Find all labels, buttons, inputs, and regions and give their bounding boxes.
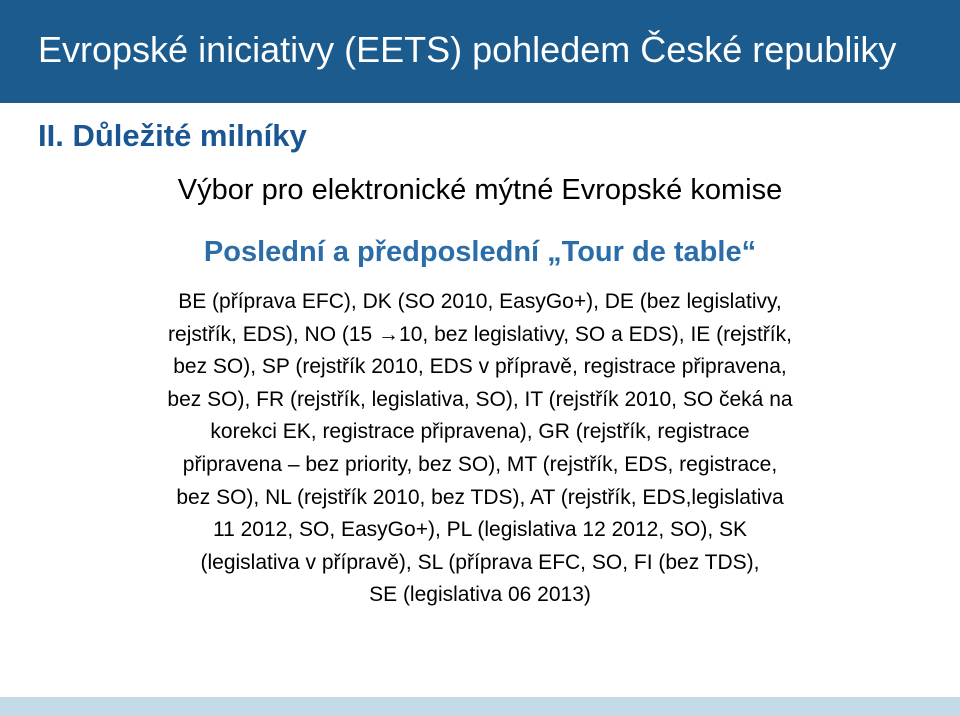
section-heading: II. Důležité milníky bbox=[38, 118, 307, 153]
body-line: BE (příprava EFC), DK (SO 2010, EasyGo+), DE (bez legislativy, bbox=[178, 290, 782, 313]
tour-de-table-heading: Poslední a předposlední „Tour de table“ bbox=[203, 236, 757, 268]
body-line: bez SO), FR (rejstřík, legislativa, SO), IT (rejstřík 2010, SO čeká na bbox=[167, 387, 793, 411]
slide-title: Evropské iniciativy (EETS) pohledem České republiky bbox=[38, 29, 897, 70]
country-status-text bbox=[60, 286, 900, 612]
body-line: korekci EK, registrace připravena), GR (rejstřík, registrace bbox=[210, 420, 750, 444]
body-line: připravena – bez priority, bez SO), MT (rejstřík, EDS, registrace, bbox=[182, 452, 778, 476]
body-line: bez SO), NL (rejstřík 2010, bez TDS), AT (rejstřík, EDS,legislativa bbox=[176, 485, 784, 509]
body-line: SE (legislativa 06 2013) bbox=[369, 583, 591, 607]
footer-bar bbox=[0, 697, 960, 716]
body-line: (legislativa v přípravě), SL (příprava EFC, SO, FI (bez TDS), bbox=[200, 550, 760, 574]
title-bar bbox=[0, 0, 960, 103]
committee-subtitle: Výbor pro elektronické mýtné Evropské komise bbox=[177, 174, 783, 206]
body-line: rejstřík, EDS), NO (15 →10, bez legislativy, SO a EDS), IE (rejstřík, bbox=[168, 322, 792, 346]
body-line: bez SO), SP (rejstřík 2010, EDS v přípravě, registrace připravena, bbox=[173, 355, 787, 379]
body-line: 11 2012, SO, EasyGo+), PL (legislativa 12 2012, SO), SK bbox=[212, 518, 748, 542]
